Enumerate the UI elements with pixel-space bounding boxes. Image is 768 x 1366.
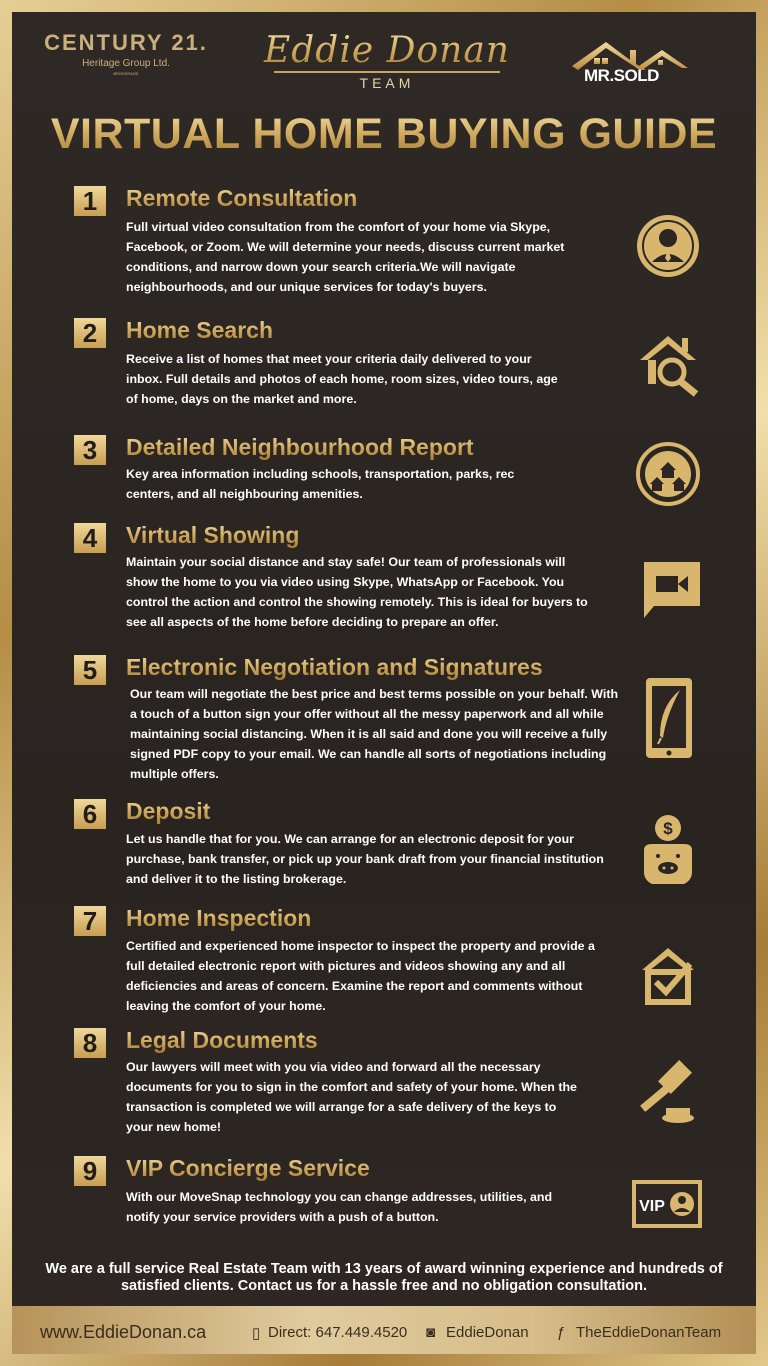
step-title: Home Search — [126, 317, 274, 343]
step-title: VIP Concierge Service — [126, 1155, 370, 1181]
step-number: 6 — [74, 799, 106, 829]
phone-number[interactable]: Direct: 647.449.4520 — [268, 1324, 408, 1341]
logo-rule — [274, 71, 500, 73]
step-description: Maintain your social distance and stay safe! Our team of professionals will show the home to you via video using Skype, WhatsApp or Facebook. You control the action and control the showing remotely. This is ideal for buyers to see all aspects of the home before deciding to prepare an offer. — [126, 555, 588, 629]
step-description: Certified and experienced home inspector to inspect the property and provide a full detailed electronic report with pictures and videos showing any and all deficiencies and areas of concern. Examine the report and comments without leaving the comfort of your home. — [126, 939, 595, 1013]
century21-logo — [36, 30, 216, 76]
neighbourhood-icon — [630, 436, 706, 512]
mrsold-text: MR.SOLD — [584, 66, 659, 85]
step-title: Remote Consultation — [126, 185, 358, 211]
facebook-handle[interactable]: TheEddieDonanTeam — [576, 1324, 722, 1341]
c21-subtitle: Heritage Group Ltd. — [82, 58, 170, 69]
step-title: Deposit — [126, 798, 211, 824]
step-number: 8 — [74, 1028, 106, 1058]
step-number: 2 — [74, 318, 106, 348]
tablet-quill-icon — [630, 676, 706, 752]
step-number: 3 — [74, 435, 106, 465]
video-chat-icon — [630, 550, 706, 626]
house-check-icon — [630, 936, 706, 1012]
gavel-icon — [630, 1056, 706, 1132]
facebook-icon: ƒ — [557, 1324, 566, 1341]
contact-bar — [12, 1306, 756, 1354]
footer-text: We are a full service Real Estate Team with 13 years of award winning experience and hundreds of satisfied clients. Contact us for a hassle free and no obligation consultation. — [45, 1261, 723, 1294]
team-word: TEAM — [359, 75, 415, 91]
step-description: With our MoveSnap technology you can change addresses, utilities, and notify your service providers with a push of a button. — [126, 1190, 553, 1224]
eddie-donan-logo — [262, 30, 512, 91]
step-title: Detailed Neighbourhood Report — [126, 434, 474, 460]
vip-icon — [630, 1168, 706, 1244]
mrsold-logo — [566, 36, 696, 96]
step-description: Let us handle that for you. We can arrange for an electronic deposit for your purchase, bank transfer, or pick up your bank draft from your financial institution and deliver it to the listing brokerage. — [126, 832, 604, 886]
c21-tiny: BROKERAGE — [113, 71, 139, 76]
step-number: 5 — [74, 655, 106, 685]
website-link[interactable]: www.EddieDonan.ca — [40, 1322, 207, 1342]
instagram-icon: ◙ — [426, 1324, 436, 1341]
svg-text:$: $ — [663, 819, 673, 838]
step-description: Receive a list of homes that meet your criteria daily delivered to your inbox. Full details and photos of each home, room sizes, video tours, age of home, days on the market and more. — [126, 352, 558, 406]
step-description: Our team will negotiate the best price and best terms possible on your behalf. With a touch of a button sign your offer without all the messy paperwork and all while maintaining social distancing. When it is all said and done you will receive a fully signed PDF copy to your email. We can handle all sorts of negotiations including multiple offers. — [130, 687, 619, 781]
team-name: Eddie Donan — [263, 30, 510, 71]
step-title: Virtual Showing — [126, 522, 300, 548]
person-icon — [630, 208, 706, 284]
instagram-handle[interactable]: EddieDonan — [446, 1324, 529, 1341]
phone-icon: ▯ — [252, 1325, 261, 1342]
step-number: 1 — [74, 186, 106, 216]
step-title: Electronic Negotiation and Signatures — [126, 654, 543, 680]
page-title: VIRTUAL HOME BUYING GUIDE — [0, 110, 768, 159]
step-description: Key area information including schools, transportation, parks, rec centers, and all neighbouring amenities. — [126, 467, 515, 501]
step-description: Full virtual video consultation from the comfort of your home via Skype, Facebook, or Zoom. We will determine your needs, discuss current market conditions, and narrow down your search criteria.We will navigate neighbourhoods, and our unique services for today's buyers. — [126, 220, 565, 294]
piggy-bank-icon — [630, 814, 706, 890]
step-number: 4 — [74, 523, 106, 553]
step-title: Home Inspection — [126, 905, 312, 931]
step-title: Legal Documents — [126, 1027, 318, 1053]
house-search-icon — [630, 326, 706, 402]
c21-name: CENTURY 21. — [44, 30, 208, 55]
step-number: 9 — [74, 1156, 106, 1186]
svg-text:VIP: VIP — [639, 1198, 665, 1215]
step-number: 7 — [74, 906, 106, 936]
step-description: Our lawyers will meet with you via video and forward all the necessary documents for you to sign in the comfort and safety of your home. When the transaction is completed we will arrange for a safe delivery of the keys to your new home! — [126, 1060, 577, 1134]
